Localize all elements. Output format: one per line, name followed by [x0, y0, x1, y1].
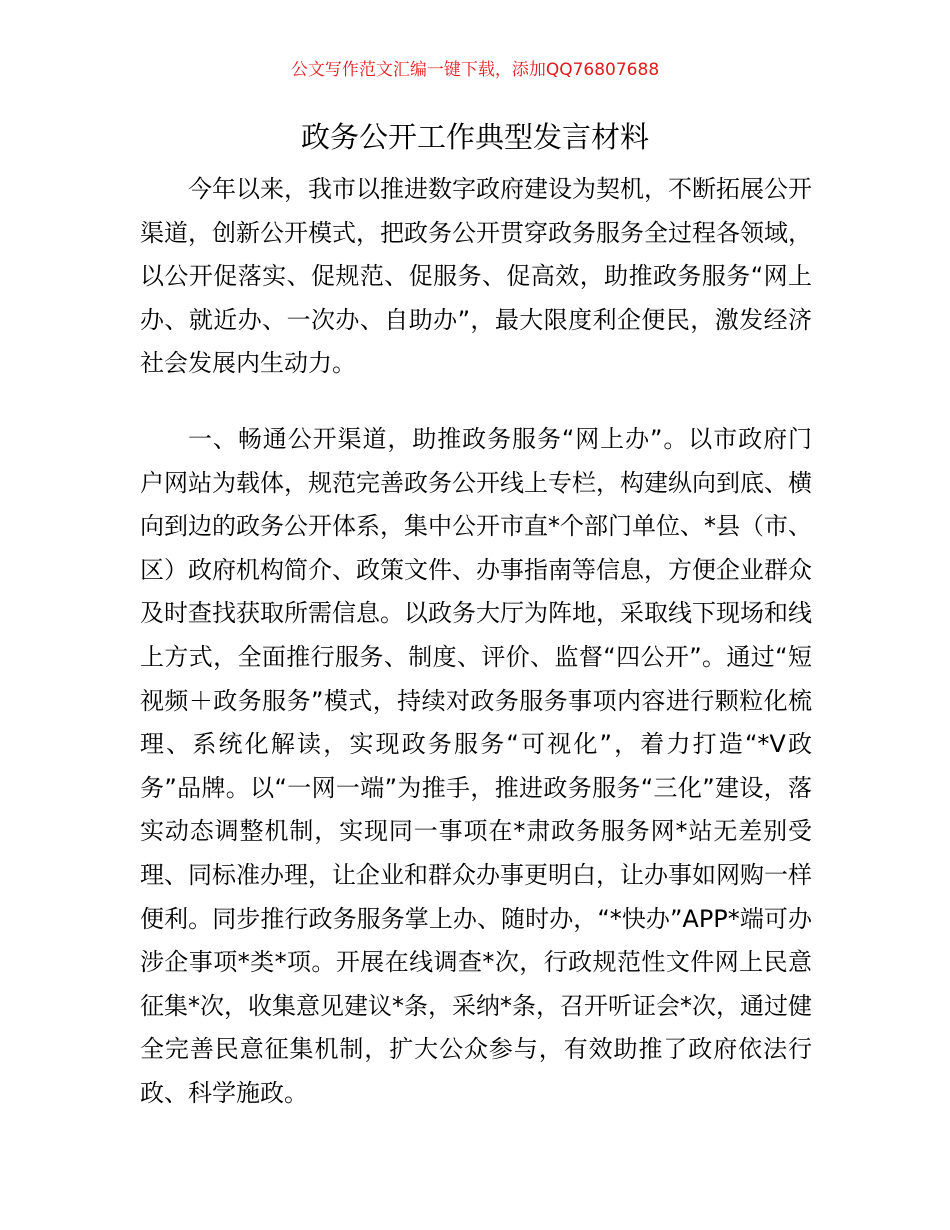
- document-title: 政务公开工作典型发言材料: [300, 120, 649, 154]
- download-notice: 公文写作范文汇编一键下载，添加QQ76807688: [290, 60, 660, 80]
- section-one-paragraph: 一、畅通公开渠道，助推政务服务“网上办”。以市政府门户网站为载体，规范完善政务公开线上专栏，构建纵向到底、横向到边的政务公开体系，集中公开市直*个部门单位、*县（市、区）政府机构简介、政策文件、办事指南等信息，方便企业群众及时查找获取所需信息。以政务大厅为阵地，采取线下现场和线上方式，全面推行服务、制度、评价、监督“四公开”。通过“短视频＋政务服务”模式，持续对政务服务事项内容进行颗粒化梳理、系统化解读，实现政务服务“可视化”，着力打造“*V政务”品牌。以“一网一端”为推手，推进政务服务“三化”建设，落实动态调整机制，实现同一事项在*肃政务服务网*站无差别受理、同标准办理，让企业和群众办事更明白，让办事如网购一样便利。同步推行政务服务掌上办、随时办，“*快办”APP*端可办涉企事项*类*项。开展在线调查*次，行政规范性文件网上民意征集*次，收集意见建议*条，采纳*条，召开听证会*次，通过健全完善民意征集机制，扩大公众参与，有效助推了政府依法行政、科学施政。: [140, 424, 812, 1107]
- intro-paragraph: 今年以来，我市以推进数字政府建设为契机，不断拓展公开渠道，创新公开模式，把政务公开贯穿政务服务全过程各领域，以公开促落实、促规范、促服务、促高效，助推政务服务“网上办、就近办、一次办、自助办”，最大限度利企便民，激发经济社会发展内生动力。: [140, 175, 812, 378]
- document-body: [140, 168, 812, 1115]
